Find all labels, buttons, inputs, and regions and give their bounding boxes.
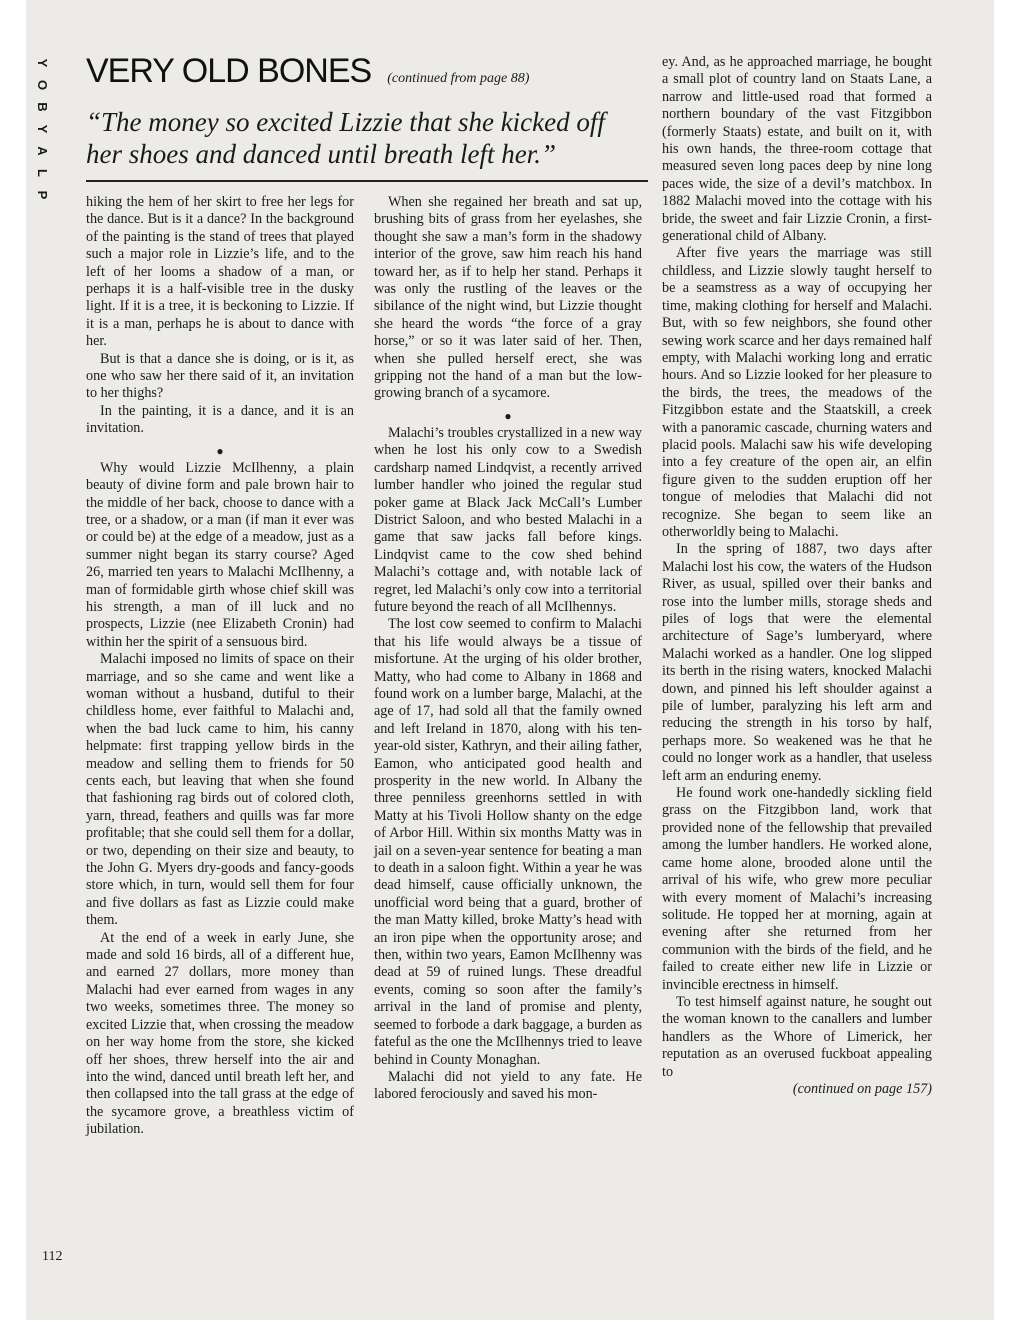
paragraph: When she regained her breath and sat up, brushing bits of grass from her eyelashes, she thought she saw a man’s form in the shadowy interior of the grove, saw him reach his hand toward her, as if to help her stand. Perhaps it was only the rustling of the leaves or the sibilance of the night wind, but Lizzie thought she heard the words “the force of a gray horse,” or so it was later said of her. Then, when she pulled herself erect, she was gripping not the hand of a man but the low-growing branch of a sycamore.: [374, 194, 642, 402]
paragraph: The lost cow seemed to confirm to Malachi that his life would always be a tissue of misfortune. At the urging of his older brother, Matty, who had come to Albany in 1868 and found work on a lumber barge, Malachi, at the age of 17, had sold all that the family owned and left Ireland in 1870, along with his ten-year-old sister, Kathryn, and their ailing father, Eamon, who anticipated good health and prosperity in the new world. In Albany the three penniless greenhorns settled in with Matty at his Tivoli Hollow shanty on the edge of Arbor Hill. Within six months Matty was in jail on a seven-year sentence for beating a man to death in a saloon fight. Within a year he was dead himself, cause officially unknown, the unofficial word being that a guard, brother of the man Matty killed, broke Matty’s head with an iron pipe when the opportunity arose; and then, within two years, Eamon McIlhenny was dead at 59 of ruined lungs. These dreadful events, coming so soon after the family’s arrival in the land of promise and plenty, seemed to forbode a dark baggage, a burden as fateful as the one the McIlhennys tried to leave behind in County Monaghan.: [374, 616, 642, 1068]
headline-rule: [86, 180, 648, 182]
paragraph: Why would Lizzie McIlhenny, a plain beauty of divine form and pale brown hair to the middle of her back, choose to dance with a tree, or a shadow, or a man (if man it ever was or could be) at the edge of a meadow, just as a summer night began its starry course? Aged 26, married ten years to Malachi McIlhenny, a man of formidable girth whose chief skill was his strength, a man of ill luck and no prospects, Lizzie (nee Elizabeth Cronin) had within her the spirit of a sensuous bird.: [86, 459, 354, 650]
paragraph: After five years the marriage was still childless, and Lizzie slowly taught herself to be a seamstress as a way of occupying her time, making clothing for herself and Malachi. But, with so few neighbors, she found other sewing work scarce and her days remained half empty, with Malachi working long and erratic hours. And so Lizzie looked for her pleasure to the birds, the trees, the meadows of the Fitzgibbon estate and the Staatskill, a creek with a panoramic cascade, churning waters and placid pools. Malachi saw his wife developing into a fey creature of the open air, an elfin figure given to the sudden eruption off her tongue of melodies that Malachi did not recognize. She began to seem like an otherworldly being to Malachi.: [662, 245, 932, 540]
brand-letter: P: [35, 190, 50, 200]
paragraph: Malachi imposed no limits of space on their marriage, and so she came and went like a woman without a husband, dutiful to their childless home, ever faithful to Malachi and, when the bad luck came to him, his canny helpmate: first trapping yellow birds in the meadow and selling them to friends for 50 cents each, but leaving that when she found that fashioning rag birds out of colored cloth, yarn, thread, feathers and quills was far more profitable; that she could sell them for a dollar, or two, depending on their size and beauty, to the John G. Myers dry-goods and fancy-goods store which, in turn, would sell them for four and five dollars as fast as Lizzie could make them.: [86, 651, 354, 929]
paragraph: Malachi did not yield to any fate. He labored ferociously and saved his mon-: [374, 1068, 642, 1103]
article-title: VERY OLD BONES: [86, 52, 372, 90]
section-break-bullet: ●: [216, 443, 224, 458]
paragraph: ey. And, as he approached marriage, he bought a small plot of country land on Staats Lane, a narrow and little-used road that formed a northern boundary of the vast Fitzgibbon (formerly Staats) estate, and built on it, with his own hands, the three-room cottage that measured seven long paces deep by nine long paces wide, the size of a devil’s matchbox. In 1882 Malachi moved into the cottage with his bride, the sweet and fair Lizzie Cronin, a first-generational child of Albany.: [662, 54, 932, 245]
paragraph: He found work one-handedly sickling field grass on the Fitzgibbon land, work that provided none of the fellowship that prevailed among the lumber handlers. He worked alone, came home alone, brooded alone until the arrival of his wife, who grew more peculiar with every moment of Malachi’s increasing solitude. He topped her at morning, again at evening after she returned from her communion with the birds of the field, and he failed to create either new life in Lizzie or invincible erectness in himself.: [662, 785, 932, 993]
section-break-bullet: ●: [504, 408, 512, 423]
brand-letter: B: [35, 102, 50, 112]
page-number: 112: [42, 1249, 63, 1264]
brand-letter: Y: [35, 58, 50, 68]
text-column-3: [662, 54, 932, 1098]
magazine-brand-vertical: [30, 52, 54, 206]
pull-quote: “The money so excited Lizzie that she kicked off her shoes and danced until breath left her.”: [86, 107, 605, 169]
paragraph: In the painting, it is a dance, and it is an invitation.: [86, 402, 354, 437]
continued-from-note: (continued from page 88): [387, 71, 530, 86]
paragraph: In the spring of 1887, two days after Malachi lost his cow, the waters of the Hudson River, as usual, spilled over their banks and rose into the lumber mills, storage sheds and piles of logs that were the elemental architecture of Sage’s lumberyard, where Malachi worked as a handler. One log slipped its berth in the rising waters, knocked Malachi down, and pinned his left shoulder against a pile of lumber, paralyzing his left arm and reducing the strength in his torso by half, perhaps more. So weakened was he that he could no longer work as a handler, that useless left arm an enduring enemy.: [662, 541, 932, 784]
text-column-1: [86, 194, 354, 1139]
text-column-2: [374, 194, 642, 1104]
paragraph: But is that a dance she is doing, or is it, as one who saw her there said of it, an invitation to her thighs?: [86, 350, 354, 402]
brand-letter: A: [35, 146, 50, 156]
brand-letter: Y: [35, 124, 50, 134]
continued-on-note: (continued on page 157): [792, 1080, 932, 1097]
paragraph: hiking the hem of her skirt to free her legs for the dance. But is it a dance? In the background of the painting is the stand of trees that played such a major role in Lizzie’s life, and to the left of her looms a shadow of a man, or perhaps it is a half-visible tree in the dusky light. If it is a tree, it is beckoning to Lizzie. If it is a man, perhaps he is about to dance with her.: [86, 194, 354, 350]
article-headline: [86, 52, 529, 91]
brand-letter: L: [35, 169, 50, 177]
paragraph: To test himself against nature, he sought out the woman known to the canallers and lumber handlers as the Whore of Limerick, her reputation as an overused fuckboat appealing to: [662, 993, 932, 1080]
brand-letter: O: [35, 79, 50, 91]
paragraph: Malachi’s troubles crystallized in a new way when he lost his only cow to a Swedish cardsharp named Lindqvist, a recently arrived lumber handler who joined the regular stud poker game at Black Jack McCall’s Lumber District Saloon, and who bested Malachi in a game that saw jacks fall before kings. Lindqvist came to the cow shed behind Malachi’s cottage and, with notable lack of regret, led Malachi’s only cow into a territorial future beyond the reach of all McIlhennys.: [374, 424, 642, 615]
paragraph: At the end of a week in early June, she made and sold 16 birds, all of a different hue, and earned 27 dollars, more money than Malachi had ever earned from wages in any two weeks, sometimes three. The money so excited Lizzie that, when crossing the meadow on her way home from the store, she kicked off her shoes, threw herself into the air and into the wind, danced until breath left her, and then collapsed into the tall grass at the edge of the sycamore grove, a breathless victim of jubilation.: [86, 929, 354, 1138]
